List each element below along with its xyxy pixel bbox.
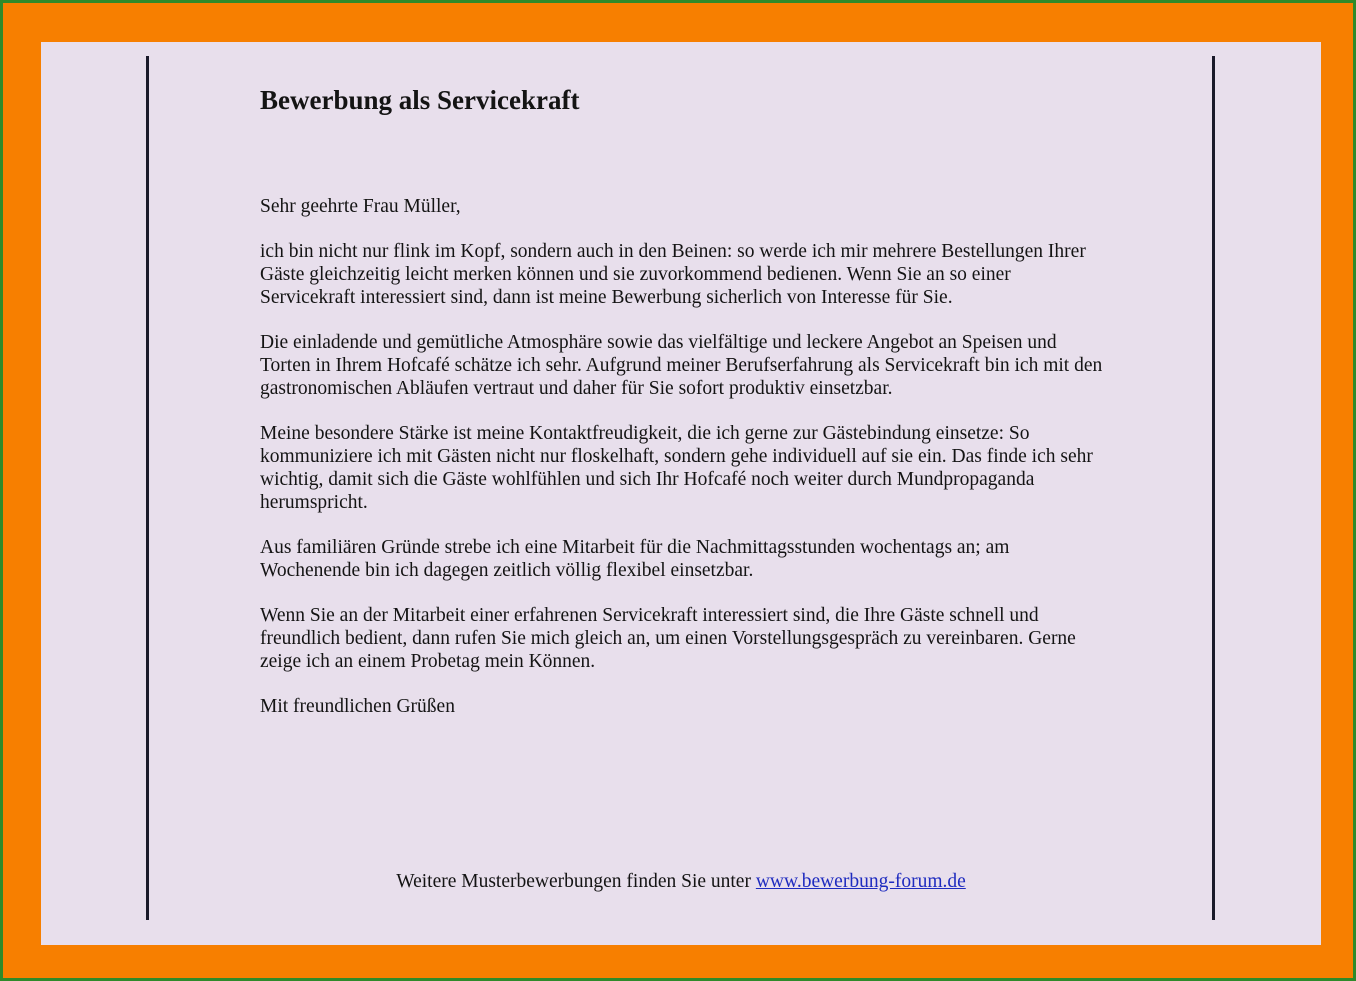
paragraph-4: Aus familiären Gründe strebe ich eine Mitarbeit für die Nachmittagsstunden wochentags an; am Wochenende bin ich dagegen zeitlich völlig flexibel einsetzbar.: [260, 537, 1010, 581]
footer-text: Weitere Musterbewerbungen finden Sie unter: [396, 871, 756, 892]
footer-link[interactable]: www.bewerbung-forum.de: [755, 871, 966, 892]
closing: Mit freundlichen Grüßen: [260, 696, 455, 717]
letter-page: [41, 42, 1321, 945]
letter-title: Bewerbung als Servicekraft: [260, 85, 580, 115]
left-margin-rule: [146, 56, 149, 920]
salutation: Sehr geehrte Frau Müller,: [260, 196, 461, 217]
paragraph-3: Meine besondere Stärke ist meine Kontaktfreudigkeit, die ich gerne zur Gästebindung einsetze: So kommuniziere ich mit Gästen nicht nur floskelhaft, sondern gehe individuell auf sie ein. Das finde ich sehr wichtig, damit sich die Gäste wohlfühlen und sich Ihr Hofcafé noch weiter durch Mundpropaganda herumspricht.: [260, 423, 1093, 513]
paragraph-1: ich bin nicht nur flink im Kopf, sondern auch in den Beinen: so werde ich mir mehrere Bestellungen Ihrer Gäste gleichzeitig leicht merken können und sie zuvorkommend bedienen. Wenn Sie an so einer Servicekraft interessiert sind, dann ist meine Bewerbung sicherlich von Interesse für Sie.: [260, 241, 1086, 308]
letter-body: [260, 82, 1110, 718]
right-margin-rule: [1212, 56, 1215, 920]
paragraph-5: Wenn Sie an der Mitarbeit einer erfahrenen Servicekraft interessiert sind, die Ihre Gäste schnell und freundlich bedient, dann rufen Sie mich gleich an, um einen Vorstellungsgespräch zu vereinbaren. Gerne zeige ich an einem Probetag mein Können.: [260, 605, 1076, 672]
footer: [41, 870, 1321, 893]
paragraph-2: Die einladende und gemütliche Atmosphäre sowie das vielfältige und leckere Angebot an Speisen und Torten in Ihrem Hofcafé schätze ich sehr. Aufgrund meiner Berufserfahrung als Servicekraft bin ich mit den gastronomischen Abläufen vertraut und daher für Sie sofort produktiv einsetzbar.: [260, 332, 1103, 399]
orange-frame: [3, 3, 1353, 978]
